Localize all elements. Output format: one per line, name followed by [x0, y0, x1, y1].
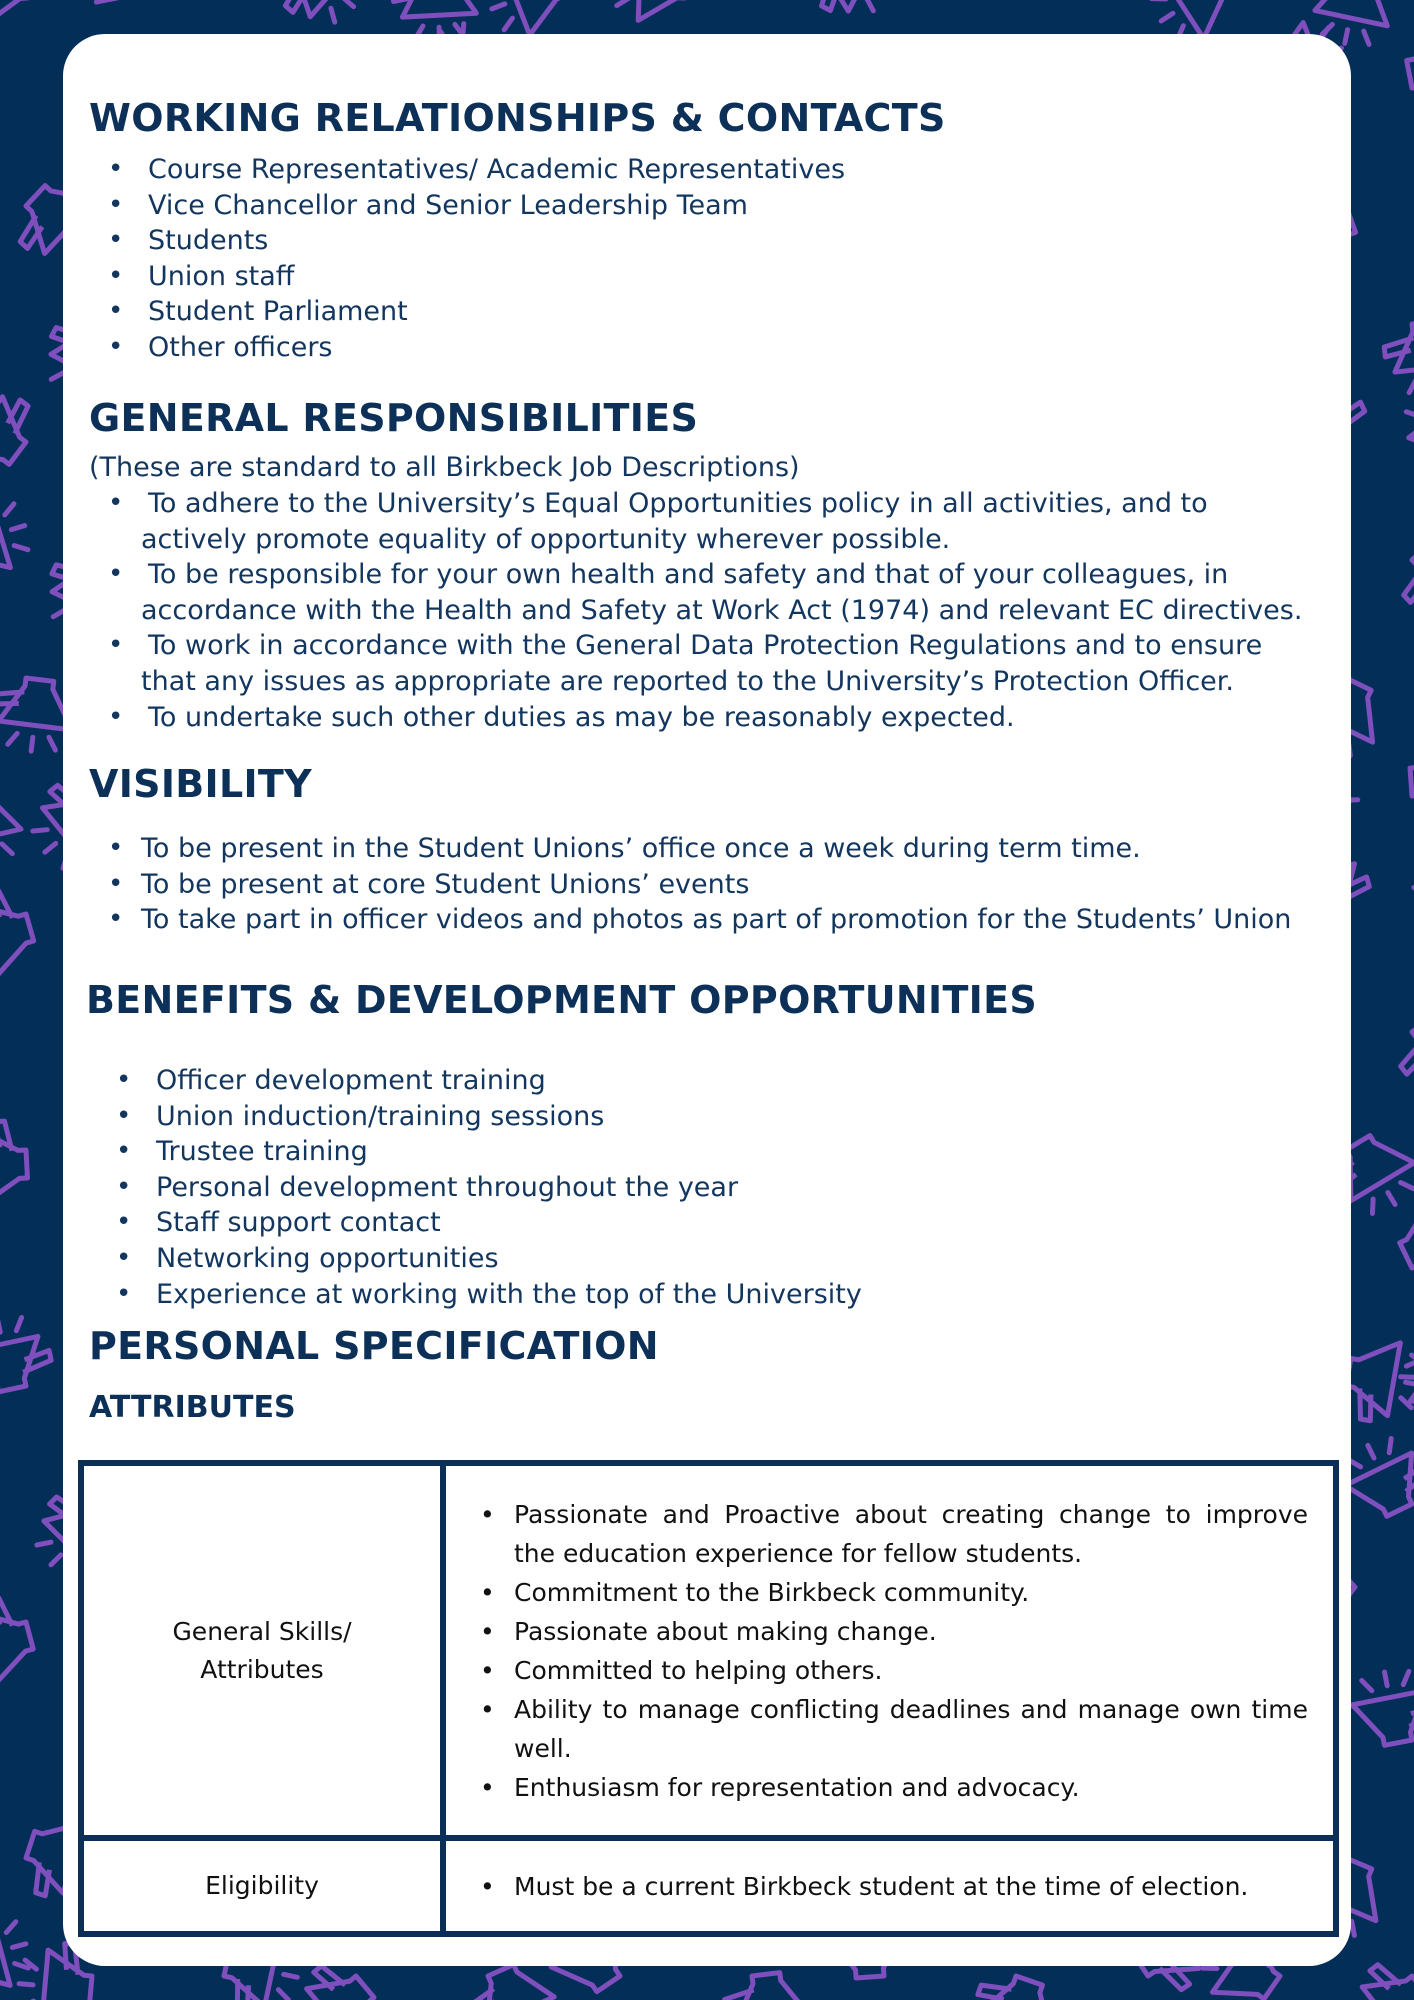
megaphone-icon	[1337, 1952, 1414, 2000]
bullet-icon: •	[116, 1171, 132, 1202]
list-item: • Student Parliament	[103, 294, 1203, 330]
section-title-benefits: BENEFITS & DEVELOPMENT OPPORTUNITIES	[86, 978, 1038, 1022]
megaphone-icon	[0, 489, 38, 588]
benefits-list	[111, 1063, 1311, 1312]
megaphone-icon	[1393, 367, 1414, 474]
megaphone-icon	[0, 1120, 29, 1206]
list-item: • Staff support contact	[111, 1205, 1311, 1241]
list-item: • Committed to helping others.	[514, 1651, 1308, 1690]
general-responsibilities-list	[103, 486, 1343, 735]
list-item: • Enthusiasm for representation and advocacy.	[514, 1768, 1308, 1807]
visibility-list	[103, 831, 1343, 938]
bullet-icon: •	[480, 1772, 495, 1802]
bullet-icon: •	[108, 868, 124, 899]
bullet-icon: •	[116, 1207, 132, 1238]
document-page	[63, 34, 1351, 1966]
table-cell-general-skills	[443, 1463, 1336, 1838]
list-item: • Other officers	[103, 330, 1203, 366]
list-item: • To be present at core Student Unions’ events	[103, 867, 1343, 903]
list-item: • Networking opportunities	[111, 1241, 1311, 1277]
megaphone-icon	[1402, 23, 1414, 117]
megaphone-icon	[0, 1309, 55, 1396]
list-item: • Personal development throughout the year	[111, 1170, 1311, 1206]
bullet-icon: •	[108, 630, 124, 661]
list-item: • Officer development training	[111, 1063, 1311, 1099]
attributes-table	[78, 1460, 1339, 1937]
section-title-working-relationships: WORKING RELATIONSHIPS & CONTACTS	[89, 96, 946, 140]
megaphone-icon	[0, 885, 40, 984]
bullet-icon: •	[108, 488, 124, 518]
bullet-icon: •	[480, 1655, 495, 1685]
list-item: • To take part in officer videos and photos as part of promotion for the Students’ Union	[103, 902, 1343, 938]
megaphone-icon	[722, 1970, 812, 2000]
table-cell-eligibility	[443, 1838, 1336, 1934]
list-item: • To work in accordance with the General Data Protection Regulations and to ensure that any issues as appropriate are reported to the University’s Protection Officer.	[108, 630, 1263, 697]
megaphone-icon	[1408, 739, 1414, 826]
list-item: • Trustee training	[111, 1134, 1311, 1170]
bullet-icon: •	[108, 331, 124, 362]
bullet-icon: •	[108, 904, 124, 935]
list-item: • Passionate about making change.	[514, 1612, 1308, 1651]
bullet-icon: •	[108, 701, 124, 732]
bullet-icon: •	[116, 1136, 132, 1167]
list-item: • To be responsible for your own health and safety and that of your colleagues, in accordance with the Health and Safety at Work Act (1974) and relevant EC directives.	[108, 559, 1303, 626]
megaphone-icon	[0, 0, 30, 27]
list-item: • To adhere to the University’s Equal Opportunities policy in all activities, and to actively promote equality of opportunity wherever possible.	[108, 488, 1208, 555]
list-item: • Union staff	[103, 259, 1203, 295]
megaphone-icon	[1390, 525, 1414, 634]
bullet-icon: •	[480, 1694, 495, 1724]
bullet-icon: •	[108, 260, 124, 291]
megaphone-icon	[1347, 1664, 1414, 1750]
bullet-icon: •	[108, 225, 124, 256]
megaphone-icon	[964, 1966, 1065, 2000]
megaphone-icon	[72, 0, 169, 19]
megaphone-icon	[0, 375, 44, 484]
list-item: • Experience at working with the top of the University	[111, 1277, 1311, 1313]
megaphone-icon	[612, 0, 687, 22]
bullet-icon: •	[116, 1278, 132, 1309]
bullet-icon: •	[108, 296, 124, 327]
section-title-personal-specification: PERSONAL SPECIFICATION	[89, 1324, 659, 1368]
megaphone-icon	[993, 0, 1098, 14]
megaphone-icon	[1410, 660, 1414, 767]
bullet-icon: •	[480, 1499, 495, 1529]
list-item: • Must be a current Birkbeck student at the time of election.	[514, 1867, 1308, 1906]
bullet-icon: •	[108, 189, 124, 220]
bullet-icon: •	[116, 1065, 132, 1095]
section-title-visibility: VISIBILITY	[89, 762, 312, 806]
table-label-general-skills: General Skills/ Attributes	[81, 1463, 443, 1838]
bullet-icon: •	[108, 833, 124, 863]
table-row	[81, 1838, 1336, 1934]
megaphone-icon	[0, 784, 27, 873]
bullet-icon: •	[480, 1871, 495, 1901]
list-item: • Vice Chancellor and Senior Leadership Team	[103, 188, 1203, 224]
list-item: • Ability to manage conflicting deadlines and manage own time well.	[514, 1690, 1308, 1768]
table-label-eligibility: Eligibility	[81, 1838, 443, 1934]
bullet-icon: •	[480, 1577, 495, 1607]
section-title-general-responsibilities: GENERAL RESPONSIBILITIES	[89, 396, 699, 440]
table-row	[81, 1463, 1336, 1838]
list-item: • Passionate and Proactive about creating change to improve the education experience for fellow students.	[514, 1495, 1308, 1573]
bullet-icon: •	[108, 559, 124, 590]
bullet-icon: •	[108, 154, 124, 184]
bullet-icon: •	[116, 1100, 132, 1131]
megaphone-icon	[1405, 836, 1414, 931]
bullet-icon: •	[480, 1616, 495, 1646]
megaphone-icon	[1341, 1335, 1414, 1428]
megaphone-icon	[0, 1593, 39, 1691]
list-item: • To be present in the Student Unions’ office once a week during term time.	[103, 831, 1343, 867]
general-responsibilities-intro: (These are standard to all Birkbeck Job Descriptions)	[89, 452, 800, 483]
list-item: • Students	[103, 223, 1203, 259]
megaphone-icon	[1382, 319, 1414, 399]
list-item: • Commitment to the Birkbeck community.	[514, 1573, 1308, 1612]
megaphone-icon	[804, 0, 906, 30]
list-item: • Course Representatives/ Academic Representatives	[103, 152, 1203, 188]
attributes-subtitle: ATTRIBUTES	[89, 1390, 296, 1425]
list-item: • Union induction/training sessions	[111, 1099, 1311, 1135]
list-item: • To undertake such other duties as may be reasonably expected.	[103, 700, 1343, 736]
bullet-icon: •	[116, 1242, 132, 1273]
megaphone-icon	[1388, 1000, 1414, 1107]
working-relationships-list	[103, 152, 1203, 366]
